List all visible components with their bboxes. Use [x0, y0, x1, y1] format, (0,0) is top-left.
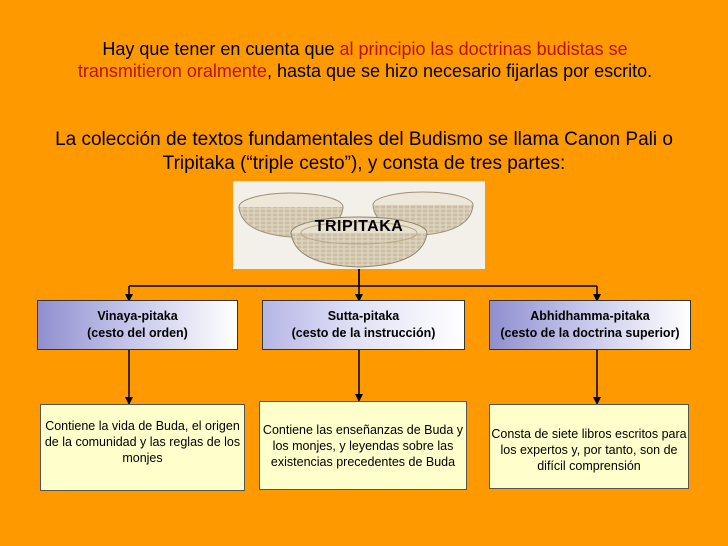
intro-text-start: Hay que tener en cuenta que	[102, 39, 340, 59]
description-abhidhamma	[489, 404, 689, 489]
part-name: Vinaya-pitaka	[97, 309, 178, 323]
part-subtitle: (cesto de la doctrina superior)	[500, 326, 680, 340]
description-text: Contiene la vida de Buda, el origen de la comunidad y las reglas de los monjes	[44, 418, 241, 465]
part-name: Abhidhamma-pitaka	[530, 309, 650, 323]
intro-text-end: , hasta que se hizo necesario fijarlas por escrito.	[266, 61, 653, 81]
intro-highlight: al principio las doctrinas budistas se transmitieron oralmente	[77, 39, 628, 81]
description-sutta	[259, 401, 467, 490]
description-vinaya	[40, 404, 245, 491]
tripitaka-label: TRIPITAKA	[314, 218, 404, 235]
part-abhidhamma-pitaka	[489, 300, 691, 350]
part-sutta-pitaka	[262, 300, 465, 350]
description-text: Consta de siete libros escritos para los expertos y, por tanto, son de difícil comprensión	[491, 426, 687, 473]
part-subtitle: (cesto de la instrucción)	[291, 326, 436, 340]
part-vinaya-pitaka	[37, 300, 238, 350]
part-name: Sutta-pitaka	[327, 309, 400, 323]
description-text: Contiene las enseñanzas de Buda y los monjes, y leyendas sobre las existencias precedentes de Buda	[262, 422, 464, 469]
canon-paragraph: La colección de textos fundamentales del Budismo se llama Canon Pali o Tripitaka (“triple cesto”), y consta de tres partes:	[55, 129, 673, 174]
part-subtitle: (cesto del orden)	[87, 326, 188, 340]
